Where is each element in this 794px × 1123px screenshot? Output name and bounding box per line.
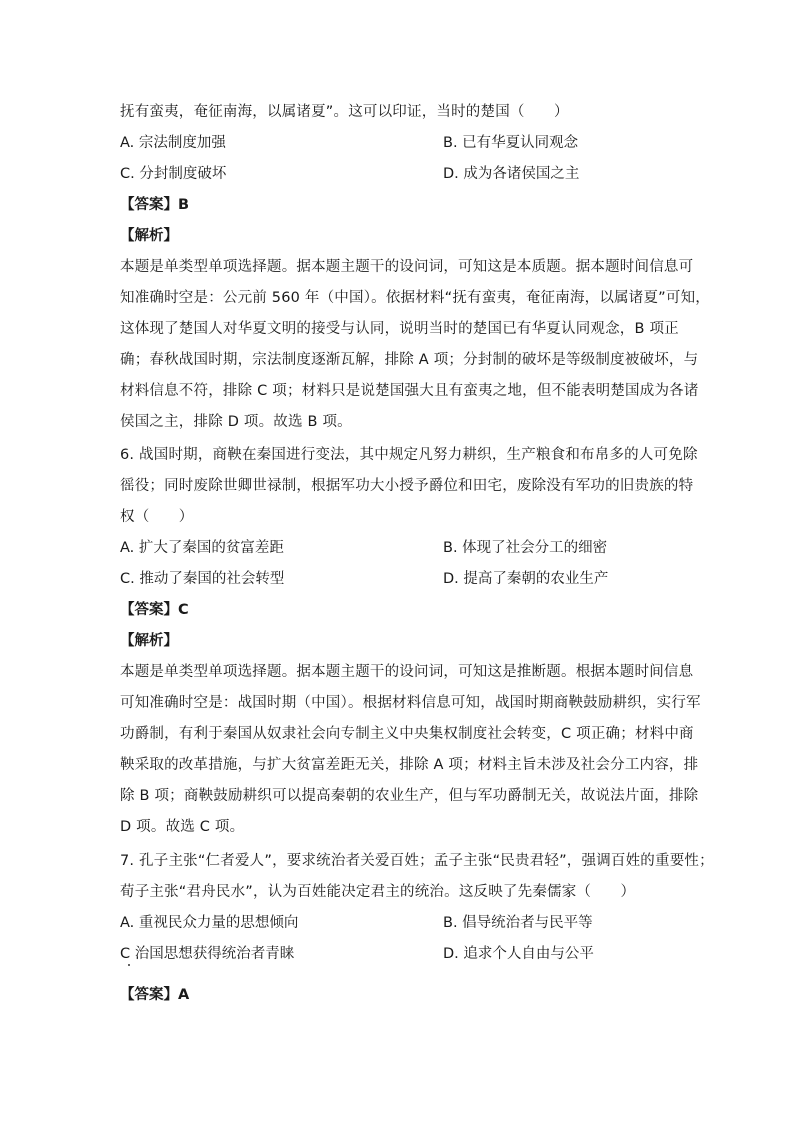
q5-answer: 【答案】B <box>120 197 190 213</box>
q6-option-a: A. 扩大了秦国的贫富差距 <box>120 540 284 556</box>
q7-stem-line-1: 7. 孔子主张“仁者爱人”，要求统治者关爱百姓；孟子主张“民贵君轻”，强调百姓的重要性； <box>120 853 714 869</box>
q5-analysis-line-1: 本题是单类型单项选择题。据本题主题干的设问词，可知这是本质题。据本题时间信息可 <box>120 259 694 275</box>
q7-option-b: B. 倡导统治者与民平等 <box>443 915 593 931</box>
q5-option-d: D. 成为各诸侯国之主 <box>443 166 580 182</box>
q6-analysis-line-3: 功爵制，有利于秦国从奴隶社会向专制主义中央集权制度社会转变，C 项正确；材料中商 <box>120 726 694 742</box>
q6-stem-line-1: 6. 战国时期，商鞅在秦国进行变法，其中规定凡努力耕织，生产粮食和布帛多的人可免除 <box>120 447 698 463</box>
q5-option-c: C. 分封制度破坏 <box>120 166 227 182</box>
q6-analysis-line-6: D 项。故选 C 项。 <box>120 819 245 835</box>
q5-analysis-line-2: 知准确时空是：公元前 560 年（中国）。依据材料“抚有蛮夷，奄征南海，以属诸夏”可知， <box>120 290 710 306</box>
q5-option-a: A. 宗法制度加强 <box>120 135 226 151</box>
q6-stem-line-2: 徭役；同时废除世卿世禄制，根据军功大小授予爵位和田宅，废除没有军功的旧贵族的特 <box>120 478 694 494</box>
q6-option-b: B. 体现了社会分工的细密 <box>443 540 608 556</box>
q7-stem-line-2: 荀子主张“君舟民水”，认为百姓能决定君主的统治。这反映了先秦儒家（ ） <box>120 884 636 900</box>
q5-option-b: B. 已有华夏认同观念 <box>443 135 579 151</box>
q6-answer: 【答案】C <box>120 602 189 618</box>
q5-analysis-line-6: 侯国之主，排除 D 项。故选 B 项。 <box>120 414 352 430</box>
q5-analysis-line-5: 材料信息不符，排除 C 项；材料只是说楚国强大且有蛮夷之地，但不能表明楚国成为各诸 <box>120 383 699 399</box>
q7-option-c: C 治国思想获得统治者青睐 <box>120 946 295 962</box>
q5-analysis-line-3: 这体现了楚国人对华夏文明的接受与认同，说明当时的楚国已有华夏认同观念，B 项正 <box>120 321 679 337</box>
q6-analysis-line-5: 除 B 项；商鞅鼓励耕织可以提高秦朝的农业生产，但与军功爵制无关，故说法片面，排除 <box>120 788 699 804</box>
q5-analysis-label: 【解析】 <box>120 228 178 244</box>
q6-stem-line-3: 权（ ） <box>120 509 194 525</box>
q5-analysis-line-4: 确；春秋战国时期，宗法制度逐渐瓦解，排除 A 项；分封制的破坏是等级制度被破坏，与 <box>120 352 699 368</box>
q6-option-d: D. 提高了秦朝的农业生产 <box>443 571 609 587</box>
q6-analysis-line-4: 鞅采取的改革措施，与扩大贫富差距无关，排除 A 项；材料主旨未涉及社会分工内容，排 <box>120 757 699 773</box>
q6-option-c: C. 推动了秦国的社会转型 <box>120 571 285 587</box>
q7-option-d: D. 追求个人自由与公平 <box>443 946 594 962</box>
q7-answer: 【答案】A <box>120 987 190 1003</box>
stray-dot <box>128 964 130 966</box>
q5-stem-tail: 抚有蛮夷，奄征南海，以属诸夏”。这可以印证，当时的楚国（ ） <box>120 104 569 120</box>
q7-option-a: A. 重视民众力量的思想倾向 <box>120 915 299 931</box>
q6-analysis-line-2: 可知准确时空是：战国时期（中国）。根据材料信息可知，战国时期商鞅鼓励耕织，实行军 <box>120 695 701 711</box>
q6-analysis-label: 【解析】 <box>120 633 178 649</box>
q6-analysis-line-1: 本题是单类型单项选择题。据本题主题干的设问词，可知这是推断题。根据本题时间信息 <box>120 664 694 680</box>
